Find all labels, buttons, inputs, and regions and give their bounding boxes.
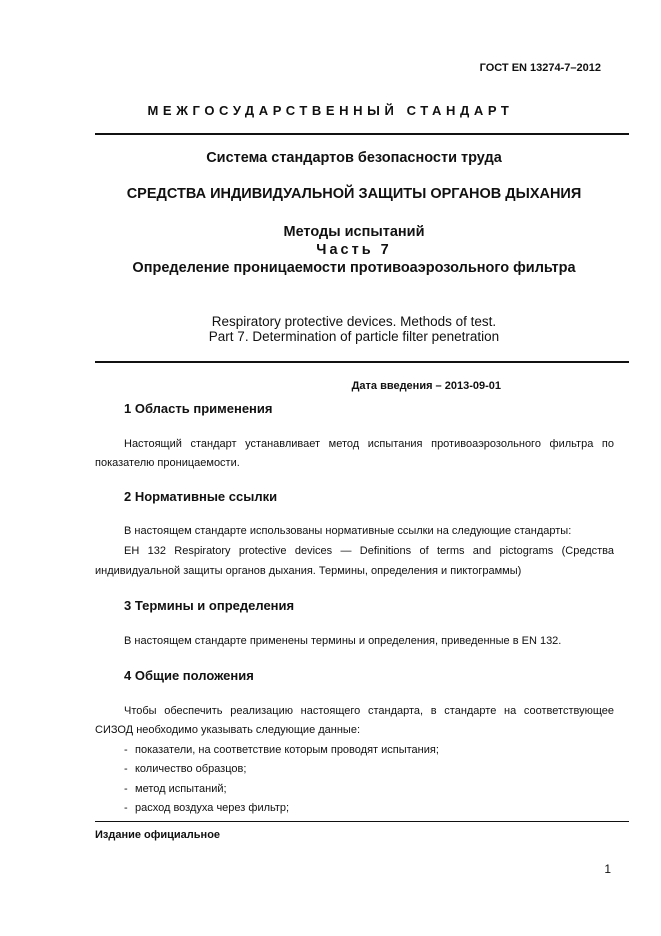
section-4-heading: 4 Общие положения	[124, 668, 254, 683]
section-4-line-2: СИЗОД необходимо указывать следующие данные:	[95, 724, 361, 736]
section-3-heading: 3 Термины и определения	[124, 598, 295, 613]
list-item-text: показатели, на соответствие которым проводят испытания;	[135, 744, 439, 756]
list-item-text: количество образцов;	[135, 763, 247, 775]
section-4-line-1: Чтобы обеспечить реализацию настоящего стандарта, в стандарте на соответствующее	[124, 705, 614, 717]
section-1-line-1: Настоящий стандарт устанавливает метод испытания противоаэрозольного фильтра по	[124, 438, 614, 450]
list-item: - метод испытаний;	[124, 783, 227, 795]
section-3-line-1: В настоящем стандарте применены термины и определения, приведенные в EN 132.	[124, 635, 562, 647]
main-title: СРЕДСТВА ИНДИВИДУАЛЬНОЙ ЗАЩИТЫ ОРГАНОВ ДЫХАНИЯ	[126, 186, 582, 202]
official-edition-label: Издание официальное	[95, 829, 221, 841]
title-divider	[95, 361, 629, 363]
list-item: - количество образцов;	[124, 763, 247, 775]
footer-divider	[95, 821, 629, 822]
list-item-text: расход воздуха через фильтр;	[135, 802, 290, 814]
standards-system-title: Система стандартов безопасности труда	[206, 150, 502, 166]
english-title-line-2: Part 7. Determination of particle filter penetration	[208, 329, 500, 344]
english-title-line-1: Respiratory protective devices. Methods of test.	[211, 314, 497, 329]
section-2-line-3: индивидуальной защиты органов дыхания. Термины, определения и пиктограммы)	[95, 565, 522, 577]
section-2-heading: 2 Нормативные ссылки	[124, 489, 278, 504]
section-1-line-2: показателю проницаемости.	[95, 457, 240, 469]
subtitle: Определение проницаемости противоаэрозольного фильтра	[132, 260, 576, 276]
section-2-line-1: В настоящем стандарте использованы нормативные ссылки на следующие стандарты:	[124, 525, 572, 537]
section-1-heading: 1 Область применения	[124, 401, 273, 416]
introduction-date: Дата введения – 2013-09-01	[351, 380, 501, 392]
methods-title: Методы испытаний	[283, 224, 425, 240]
page-number: 1	[604, 862, 611, 876]
section-2-line-2: EH 132 Respiratory protective devices — Definitions of terms and pictograms (Средства	[124, 545, 614, 557]
list-item-text: метод испытаний;	[135, 783, 227, 795]
list-item: - расход воздуха через фильтр;	[124, 802, 290, 814]
document-code: ГОСТ EN 13274-7–2012	[479, 62, 601, 74]
top-divider	[95, 133, 629, 135]
part-title: Часть 7	[316, 242, 392, 258]
list-item: - показатели, на соответствие которым проводят испытания;	[124, 744, 439, 756]
interstate-standard-label: МЕЖГОСУДАРСТВЕННЫЙ СТАНДАРТ	[147, 103, 514, 118]
